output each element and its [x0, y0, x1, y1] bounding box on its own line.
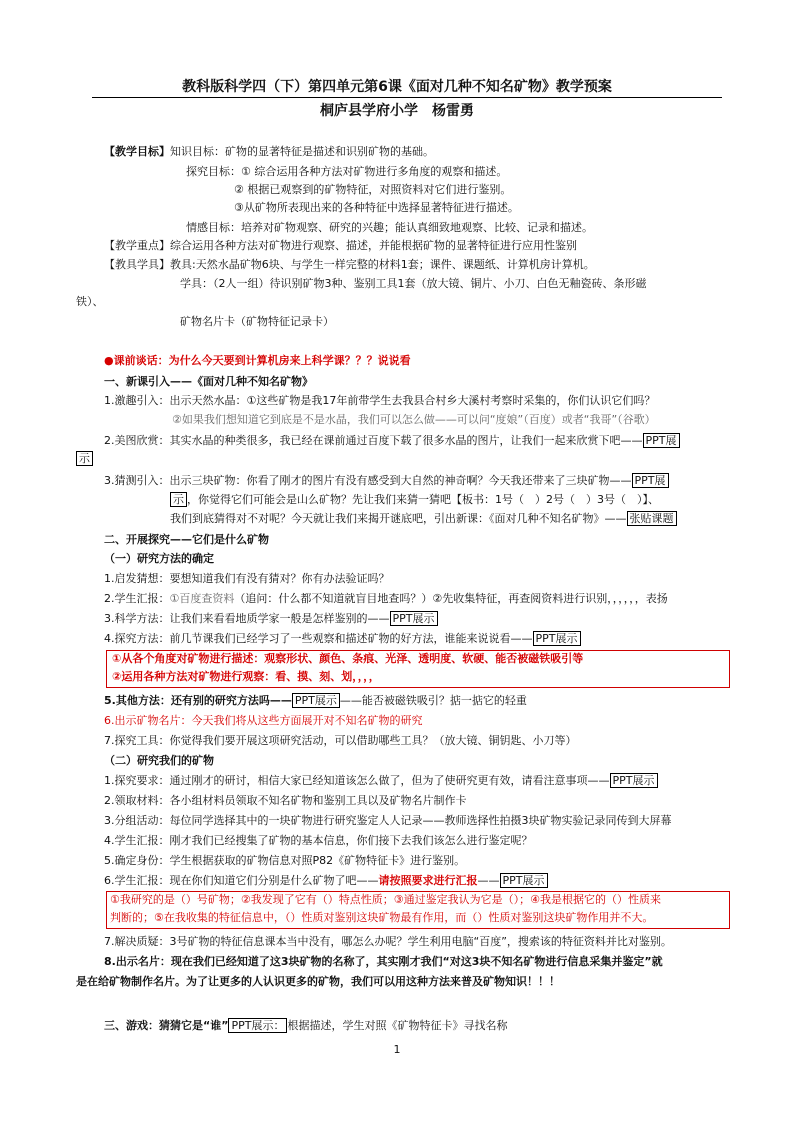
tools-line-1: 【教具学具】教具:天然水晶矿物6块、与学生一样完整的材料1套；课件、课题纸、计算机房计算机。: [104, 258, 595, 271]
s2-q4: 4.探究方法：前几节课我们已经学习了一些观察和描述矿物的好方法，谁能来说说看—— PPT展示: [104, 631, 581, 647]
s2-r2: 2.领取材料：各小组材料员领取不知名矿物和鉴别工具以及矿物名片制作卡: [104, 794, 467, 807]
s1-p3b: 示 ，你觉得它们可能会是山么矿物？先让我们来猜一猜吧【板书：1号（ ）2号（ ）3号（ ）】、: [170, 492, 659, 508]
goals-explore-1: 探究目标：① 综合运用各种方法对矿物进行多角度的观察和描述。: [186, 165, 508, 178]
s2-r3: 3.分组活动：每位同学选择其中的一块矿物进行研究鉴定人人记录——教师选择性拍摄3块矿物实验记录同传到大屏幕: [104, 814, 672, 827]
s2-q5: 5.其他方法：还有别的研究方法吗—— PPT展示 ——能否被磁铁吸引？掂一掂它的轻重: [104, 694, 527, 707]
goals-knowledge: 【教学目标】知识目标：矿物的显著特征是描述和识别矿物的基础。: [104, 145, 434, 158]
section-2-sub-2: （二）研究我们的矿物: [104, 754, 214, 767]
section-2-sub-1: （一）研究方法的确定: [104, 552, 214, 565]
teaching-focus: 【教学重点】综合运用各种方法对矿物进行观察、描述，并能根据矿物的显著特征进行应用性鉴别: [104, 239, 577, 252]
goals-explore-2: ② 根据已观察到的矿物特征，对照资料对它们进行鉴别。: [234, 183, 512, 196]
document-title: 教科版科学四（下）第四单元第6课《面对几种不知名矿物》教学预案: [182, 79, 612, 95]
s2-r8b: 是在给矿物制作名片。为了让更多的人认识更多的矿物，我们可以用这种方法来普及矿物知识！！！: [76, 975, 560, 988]
s2-q6: 6.出示矿物名片：今天我们将从这些方面展开对不知名矿物的研究: [104, 714, 423, 727]
ppt-show-tag: PPT展: [643, 433, 680, 448]
s2-r5: 5.确定身份：学生根据获取的矿物信息对照P82《矿物特征卡》进行鉴别。: [104, 854, 466, 867]
tools-line-3: 铁）、: [76, 295, 104, 308]
s2-q1: 1.启发猜想：要想知道我们有没有猜对？你有办法验证吗？: [104, 572, 390, 585]
s2-r4: 4.学生汇报：刚才我们已经搜集了矿物的基本信息，你们接下去我们该怎么进行鉴定呢？: [104, 834, 533, 847]
report-format-1: ①我研究的是（）号矿物；②我发现了它有（）特点性质；③通过鉴定我认为它是（）；④我是根据它的（）性质来: [110, 893, 661, 906]
goals-emotion: 情感目标：培养对矿物观察、研究的兴趣；能认真细致地观察、比较、记录和描述。: [186, 221, 593, 234]
s2-q3: 3.科学方法：让我们来看看地质学家一般是怎样鉴别的—— PPT展示: [104, 611, 438, 627]
report-format-2: 判断的；⑤在我收集的特征信息中，（）性质对鉴别这块矿物最有作用，而（）性质对鉴别这块矿物作用并不大。: [110, 911, 654, 924]
school-author: [0, 103, 794, 119]
s2-q7: 7.探究工具：你觉得我们要开展这项研究活动，可以借助哪些工具？（放大镜、铜钥匙、小刀等）: [104, 734, 577, 747]
s1-p3c: 我们到底猜得对不对呢？今天就让我们来揭开谜底吧，引出新课：《面对几种不知名矿物》—— 张贴课题: [170, 511, 677, 527]
page-number: 1: [393, 1043, 401, 1056]
s2-r6: 6.学生汇报：现在你们知道它们分别是什么矿物了吧——请按照要求进行汇报—— PPT展示: [104, 873, 548, 889]
s2-r1: 1.探究要求：通过刚才的研讨，相信大家已经知道该怎么做了，但为了使研究更有效，请看注意事项—— PPT展示: [104, 773, 658, 789]
goals-explore-3: ③从矿物所表现出来的各种特征中选择显著特征进行描述。: [234, 201, 519, 214]
school-name: 桐庐县学府小学: [320, 103, 418, 119]
tools-line-4: 矿物名片卡（矿物特征记录卡）: [180, 315, 334, 328]
s1-p2-tail: 示: [76, 451, 93, 467]
board-title-tag: 张贴课题: [627, 511, 677, 526]
method-1: ①从各个角度对矿物进行描述：观察形状、颜色、条痕、光泽、透明度、软硬、能否被磁铁吸引等: [112, 652, 584, 665]
method-2: ②运用各种方法对矿物进行观察：看、摸、刻、划，，，，: [112, 670, 380, 683]
title-underline: [92, 97, 722, 98]
author-name: 杨雷勇: [432, 103, 474, 119]
s1-p2: 2.美图欣赏：其实水晶的种类很多，我已经在课前通过百度下载了很多水晶的图片，让我们一起来欣赏下吧—— PPT展: [104, 433, 680, 449]
pre-class-question: ●课前谈话：为什么今天要到计算机房来上科学课？？？说说看: [104, 354, 411, 367]
s2-r8a: 8.出示名片：现在我们已经知道了这3块矿物的名称了，其实刚才我们“对这3块不知名矿物进行信息采集并鉴定”就: [104, 955, 663, 968]
tools-line-2: 学具：（2人一组）待识别矿物3种、鉴别工具1套（放大镜、铜片、小刀、白色无釉瓷砖、条形磁: [180, 277, 647, 290]
s1-p1b: ②如果我们想知道它到底是不是水晶，我们可以怎么做——可以问“度娘”（百度）或者“我哥”（谷歌）: [172, 413, 656, 426]
ppt-show-tag: PPT展: [632, 473, 669, 488]
section-3: 三、游戏：猜猜它是“谁” PPT展示： 根据描述，学生对照《矿物特征卡》寻找名称: [104, 1019, 508, 1032]
section-2-heading: 二、开展探究——它们是什么矿物: [104, 533, 269, 546]
s2-q2: 2.学生汇报：①百度查资料（追问：什么都不知道就盲目地查吗？）②先收集特征，再查阅资料进行识别，，，，，，表扬: [104, 592, 668, 605]
s2-r7: 7.解决质疑：3号矿物的特征信息课本当中没有，哪怎么办呢？学生利用电脑“百度”，搜索该的特征资料并比对鉴别。: [104, 935, 672, 948]
goals-label: 【教学目标】: [104, 145, 170, 158]
s1-p3: 3.猜测引入：出示三块矿物：你看了刚才的图片有没有感受到大自然的神奇啊？今天我还带来了三块矿物—— PPT展: [104, 473, 669, 489]
s1-p1a: 1.激趣引入：出示天然水晶：①这些矿物是我17年前带学生去我县合村乡大溪村考察时采集的，你们认识它们吗？: [104, 394, 656, 407]
section-1-heading: 一、新课引入——《面对几种不知名矿物》: [104, 375, 313, 388]
